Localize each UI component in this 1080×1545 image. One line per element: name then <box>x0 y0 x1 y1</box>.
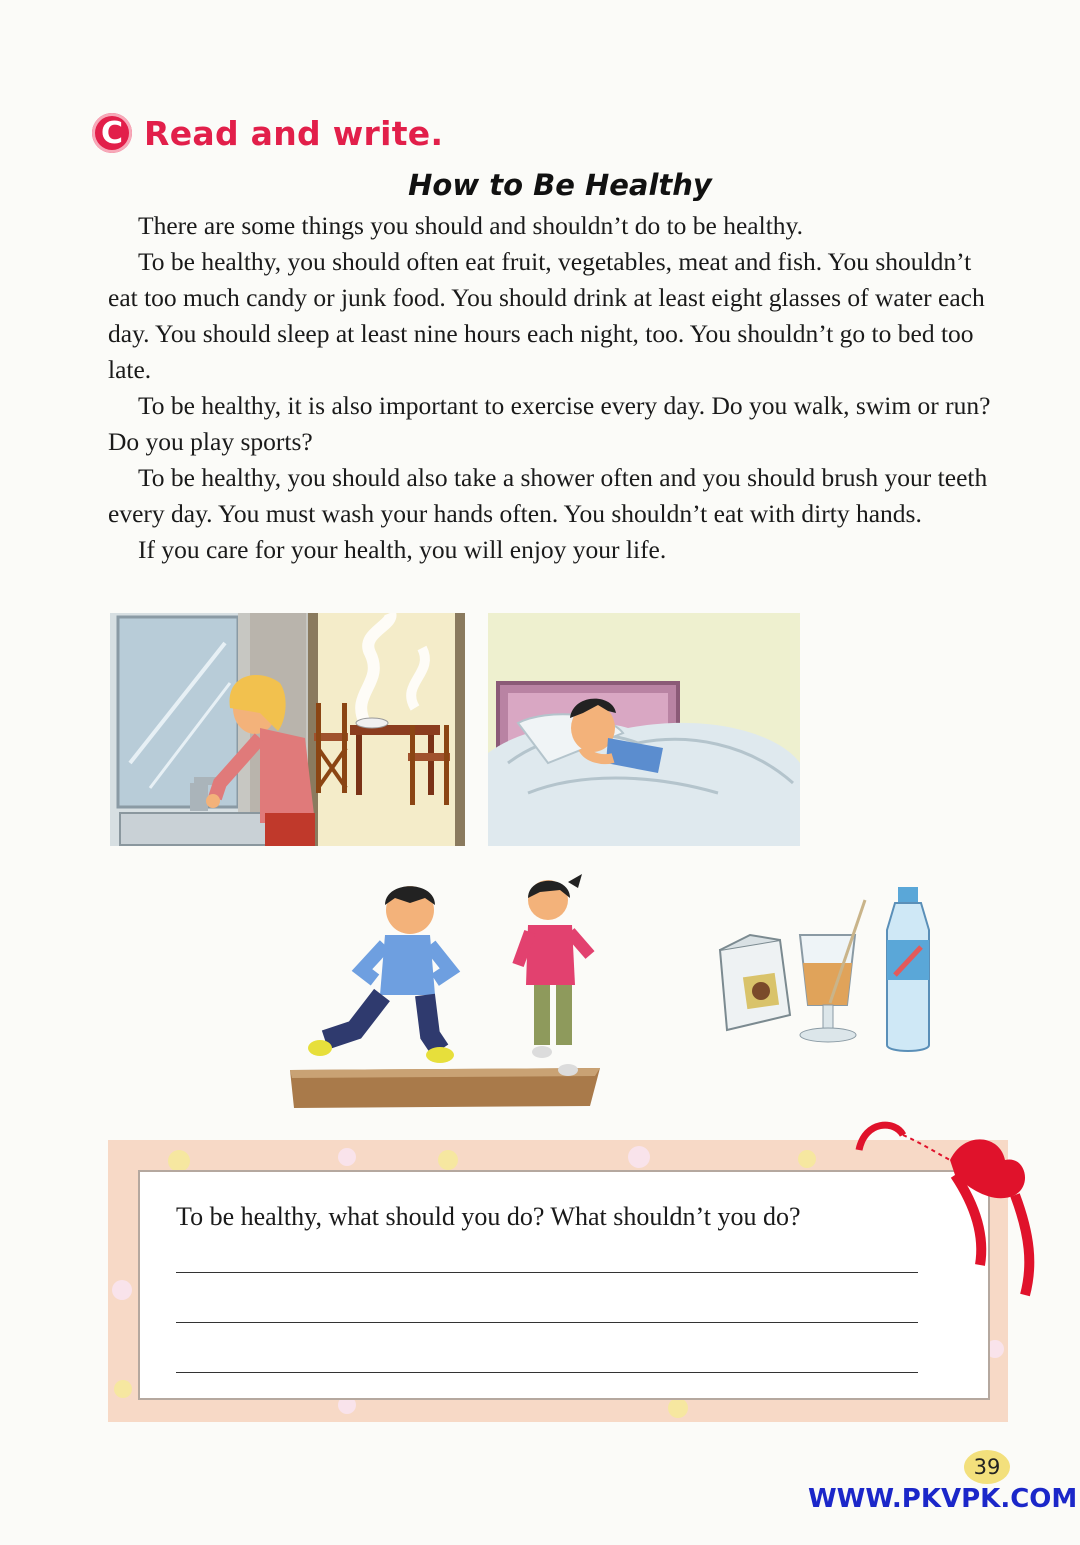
article-body <box>108 208 993 568</box>
sleeping-boy-illustration <box>488 613 800 846</box>
ribbon-decoration <box>855 1115 1035 1315</box>
paragraph: There are some things you should and shouldn’t do to be healthy. <box>138 211 804 240</box>
paragraph: To be healthy, it is also important to exercise every day. Do you walk, swim or run? Do you play sports? <box>108 391 991 456</box>
running-children-illustration <box>290 870 605 1112</box>
answer-line[interactable] <box>176 1272 918 1273</box>
answer-line[interactable] <box>176 1372 918 1373</box>
section-heading <box>92 110 443 156</box>
washing-hands-illustration <box>110 613 465 846</box>
article-title: How to Be Healthy <box>408 168 712 202</box>
answer-line[interactable] <box>176 1322 918 1323</box>
drinks-illustration <box>715 885 947 1055</box>
section-badge: C <box>92 113 132 153</box>
watermark: WWW.PKVPK.COM <box>808 1484 1078 1514</box>
writing-prompt: To be healthy, what should you do? What shouldn’t you do? <box>176 1202 801 1231</box>
paragraph: If you care for your health, you will enjoy your life. <box>138 535 667 564</box>
paragraph: To be healthy, you should also take a shower often and you should brush your teeth every day. You must wash your hands often. You shouldn’t eat with dirty hands. <box>108 463 988 528</box>
section-title: Read and write. <box>144 113 444 153</box>
paragraph: To be healthy, you should often eat fruit, vegetables, meat and fish. You shouldn’t eat too much candy or junk food. You should drink at least eight glasses of water each day. You should sleep at least nine hours each night, too. You shouldn’t go to bed too late. <box>108 247 985 384</box>
page-number: 39 <box>964 1450 1010 1484</box>
